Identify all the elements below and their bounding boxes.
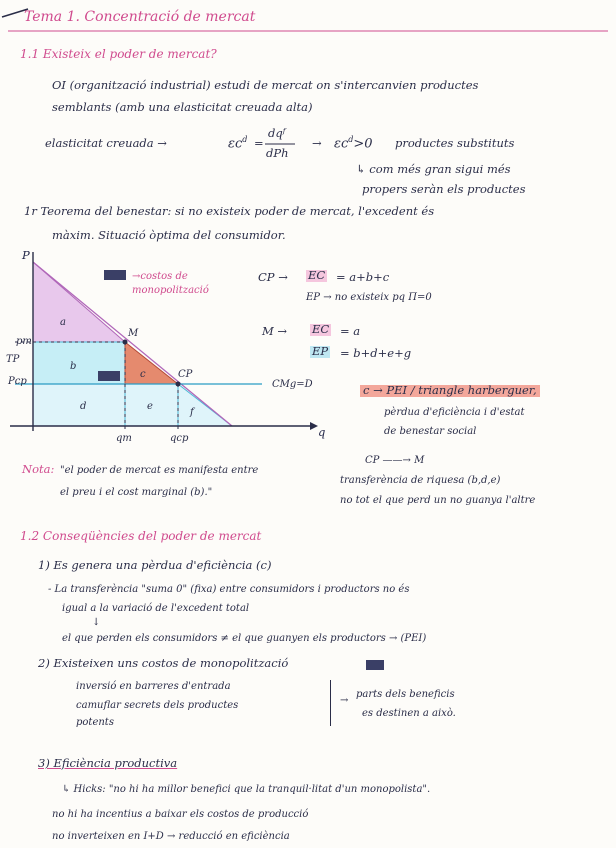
elasticity-formula-eps: $\varepsilon c^d$: [228, 135, 248, 152]
graph-area-a-label: a: [60, 317, 66, 328]
elasticity-note-2: propers seràn els productes: [362, 182, 526, 196]
note-label: Nota:: [22, 462, 55, 476]
graph-area-d-label: d: [80, 401, 87, 412]
legend-text-2: monopolització: [132, 285, 209, 296]
consequence-2-item-b: camuflar secrets dels productes: [76, 700, 239, 711]
fraction-bar: [265, 143, 295, 145]
pei-line-2: pèrdua d'eficiència i d'estat: [384, 407, 525, 418]
consequence-2-brace: [330, 680, 331, 726]
elasticity-formula-num: dqᶠ: [268, 126, 286, 140]
graph-qcp-label: qcp: [170, 433, 189, 444]
oi-line-1: OI (organització industrial) estudi de mercat on s'intercanvien productes: [52, 78, 479, 92]
point-m: [123, 340, 128, 345]
m-ec-label: EC: [312, 322, 330, 336]
transfer-line-2: no tot el que perd un no guanya l'altre: [340, 495, 536, 506]
graph-qm-label: qm: [116, 433, 132, 444]
graph-area-c-label: c: [140, 369, 146, 380]
graph-tp-label: TP: [6, 354, 20, 365]
consequence-1-sub-3: el que perden els consumidors ≠ el que guanyen els productors → (PEI): [62, 633, 427, 644]
consequence-1: 1) Es genera una pèrdua d'eficiència (c): [38, 558, 272, 572]
cp-ep-note: EP → no existeix pq Π=0: [306, 292, 432, 303]
area-d: [33, 384, 125, 426]
elasticity-rhs-eps: $\varepsilon c^d>0$: [334, 135, 373, 152]
consequence-2: 2) Existeixen uns costos de monopolització: [38, 656, 289, 670]
title-underline: [8, 30, 608, 34]
elasticity-label: elasticitat creuada →: [45, 136, 167, 150]
graph-x-label: q: [318, 425, 326, 439]
m-ec-value: = a: [340, 324, 361, 338]
elasticity-rhs-text: productes substituts: [395, 136, 515, 150]
m-ep-label: EP: [312, 344, 329, 358]
note-line-2: el preu i el cost marginal (b).": [60, 487, 213, 498]
consequence-2-swatch-icon: [366, 660, 386, 672]
oi-line-2: semblants (amb una elasticitat creuada alta): [52, 100, 313, 114]
consequence-2-item-c: potents: [76, 717, 114, 728]
graph-y-label: P: [22, 248, 30, 262]
m-ep-value: = b+d+e+g: [340, 346, 412, 360]
transfer-line-1: transferència de riquesa (b,d,e): [340, 475, 501, 486]
consequence-3-item-b: no hi ha incentius a baixar els costos de producció: [52, 809, 309, 820]
m-label: M →: [262, 324, 288, 338]
consequence-1-arrow: ↓: [92, 617, 101, 628]
consequence-1-sub-1: - La transferència "suma 0" (fixa) entre consumidors i productors no és: [48, 584, 410, 595]
welfare-theorem-2: màxim. Situació òptima del consumidor.: [52, 228, 286, 242]
transfer-arrow: CP ——→ M: [365, 455, 425, 466]
consequence-3: 3) Eficiència productiva: [38, 756, 178, 770]
x-axis-arrow: [310, 422, 318, 430]
consequence-2-arrow: →: [340, 695, 349, 706]
area-c: [125, 342, 178, 384]
graph-pm-label: pm: [16, 336, 32, 347]
graph-point-m-label: M: [128, 328, 139, 339]
point-cp: [176, 382, 181, 387]
graph-area-e-label: e: [147, 401, 153, 412]
consequence-1-sub-2: igual a la variació de l'excedent total: [62, 603, 250, 614]
note-line-1: "el poder de mercat es manifesta entre: [60, 465, 259, 476]
consequence-2-right-1: parts dels beneficis: [356, 689, 455, 700]
pei-box: c → PEI / triangle harberguer,: [360, 385, 540, 397]
section-1-2-heading: 1.2 Conseqüències del poder de mercat: [20, 529, 262, 543]
elasticity-formula-eq: =: [254, 136, 264, 150]
legend-swatch-icon: [104, 270, 128, 282]
graph-pcp-label: Pcp: [8, 376, 27, 387]
legend-text-1: →costos de: [132, 271, 188, 282]
consequence-3-item-c: no inverteixen en I+D → reducció en eficiència: [52, 831, 290, 842]
consequence-2-item-a: inversió en barreres d'entrada: [76, 681, 231, 692]
elasticity-formula-arrow: →: [312, 136, 322, 150]
graph-cmg-label: CMg=D: [272, 379, 313, 390]
cp-ec-label: EC: [308, 268, 326, 282]
monopolization-box-in-graph: [98, 371, 120, 381]
consequence-2-right-2: es destinen a això.: [362, 708, 456, 719]
elasticity-note-1: ↳ com més gran sigui més: [356, 162, 511, 176]
welfare-theorem-1: 1r Teorema del benestar: si no existeix poder de mercat, l'excedent és: [24, 204, 435, 218]
graph-area-b-label: b: [70, 361, 77, 372]
graph-point-cp-label: CP: [178, 369, 193, 380]
cp-label: CP →: [258, 270, 288, 284]
elasticity-formula-den: dPh: [266, 146, 289, 160]
pei-line-3: de benestar social: [384, 426, 477, 437]
page-title: Tema 1. Concentració de mercat: [24, 9, 256, 25]
graph-area-f-label: f: [190, 407, 194, 418]
consequence-3-hicks: ↳ Hicks: "no hi ha millor benefici que la tranquil·litat d'un monopolista".: [62, 784, 431, 795]
section-1-1-heading: 1.1 Existeix el poder de mercat?: [20, 47, 217, 61]
cp-ec-value: = a+b+c: [336, 270, 390, 284]
